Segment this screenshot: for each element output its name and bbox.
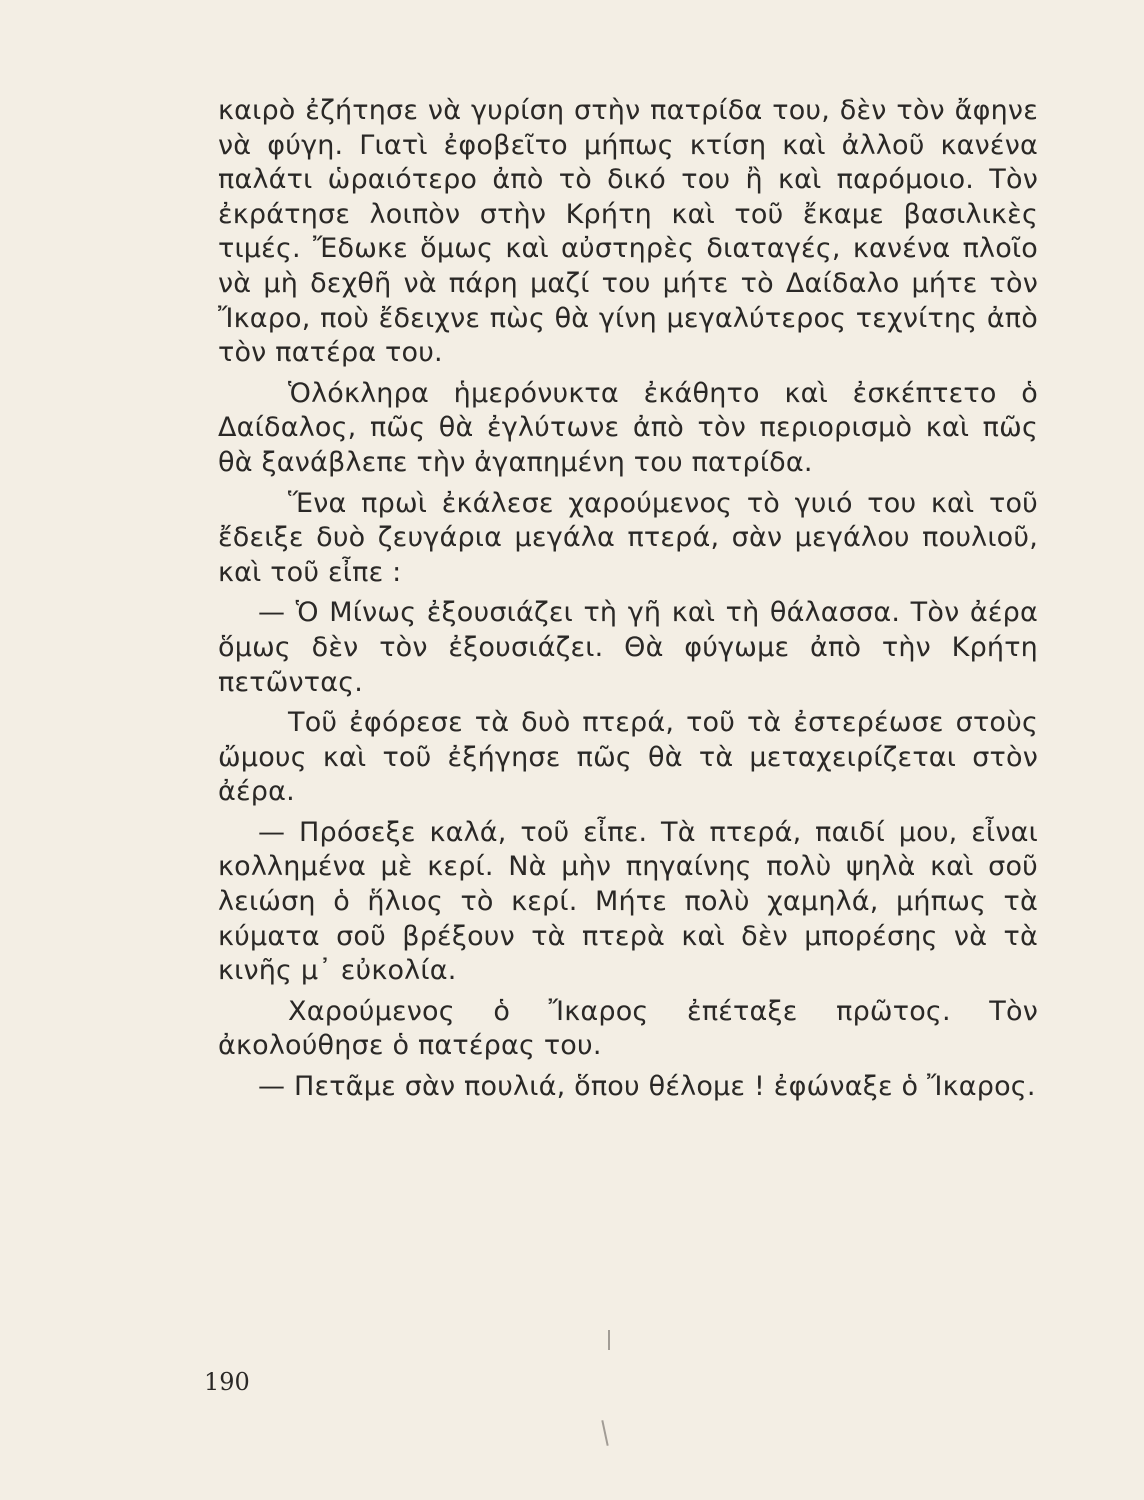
paragraph-8-dialog: — Πετᾶμε σὰν πουλιά, ὅπου θέλομε ! ἐφώναξε ὁ Ἴκαρος.	[258, 1071, 1036, 1103]
body-text	[218, 94, 1038, 1111]
paragraph-2: Ὁλόκληρα ἡμερόνυκτα ἐκάθητο καὶ ἐσκέπτετο ὁ Δαίδαλος, πῶς θὰ ἐγλύτωνε ἀπὸ τὸν περιορισμὸ καὶ πῶς θὰ ξανάβλεπε τὴν ἀγαπημένη του πατρίδα.	[218, 377, 1038, 478]
paragraph-7: Χαρούμενος ὁ Ἴκαρος ἐπέταξε πρῶτος. Τὸν ἀκολούθησε ὁ πατέρας του.	[218, 995, 1038, 1062]
paragraph-1: καιρὸ ἐζήτησε νὰ γυρίση στὴν πατρίδα του, δὲν τὸν ἄφηνε νὰ φύγη. Γιατὶ ἐφοβεῖτο μήπως κτίση καὶ ἀλλοῦ κανένα παλάτι ὡραιότερο ἀπὸ τὸ δικό του ἢ καὶ παρόμοιο. Τὸν ἐκράτησε λοιπὸν στὴν Κρήτη καὶ τοῦ ἔκαμε βασιλικὲς τιμές. Ἔδωκε ὅμως καὶ αὐστηρὲς διαταγές, κανένα πλοῖο νὰ μὴ δεχθῆ νὰ πάρη μαζί του μήτε τὸ Δαίδαλο μήτε τὸν Ἴκαρο, ποὺ ἔδειχνε πὼς θὰ γίνη μεγαλύτερος τεχνίτης ἀπὸ τὸν πατέρα του.	[218, 95, 1038, 369]
scan-mark-bottom	[601, 1420, 608, 1446]
paragraph-3: Ἕνα πρωὶ ἐκάλεσε χαρούμενος τὸ γυιό του καὶ τοῦ ἔδειξε δυὸ ζευγάρια μεγάλα πτερά, σὰν μεγάλου πουλιοῦ, καὶ τοῦ εἶπε :	[218, 487, 1038, 588]
paragraph-6-dialog: — Πρόσεξε καλά, τοῦ εἶπε. Τὰ πτερά, παιδί μου, εἶναι κολλημένα μὲ κερί. Νὰ μὴν πηγαίνης πολὺ ψηλὰ καὶ σοῦ λειώση ὁ ἥλιος τὸ κερί. Μήτε πολὺ χαμηλά, μήπως τὰ κύματα σοῦ βρέξουν τὰ πτερὰ καὶ δὲν μπορέσης νὰ τὰ κινῆς μ᾽ εὐκολία.	[218, 816, 1038, 987]
page-number: 190	[204, 1368, 250, 1396]
scan-mark-middle	[608, 1330, 610, 1350]
paragraph-4-dialog: — Ὁ Μίνως ἐξουσιάζει τὴ γῆ καὶ τὴ θάλασσα. Τὸν ἀέρα ὅμως δὲν τὸν ἐξουσιάζει. Θὰ φύγωμε ἀπὸ τὴν Κρήτη πετῶντας.	[218, 597, 1038, 698]
paragraph-5: Τοῦ ἐφόρεσε τὰ δυὸ πτερά, τοῦ τὰ ἐστερέωσε στοὺς ὤμους καὶ τοῦ ἐξήγησε πῶς θὰ τὰ μεταχειρίζεται στὸν ἀέρα.	[218, 707, 1038, 808]
